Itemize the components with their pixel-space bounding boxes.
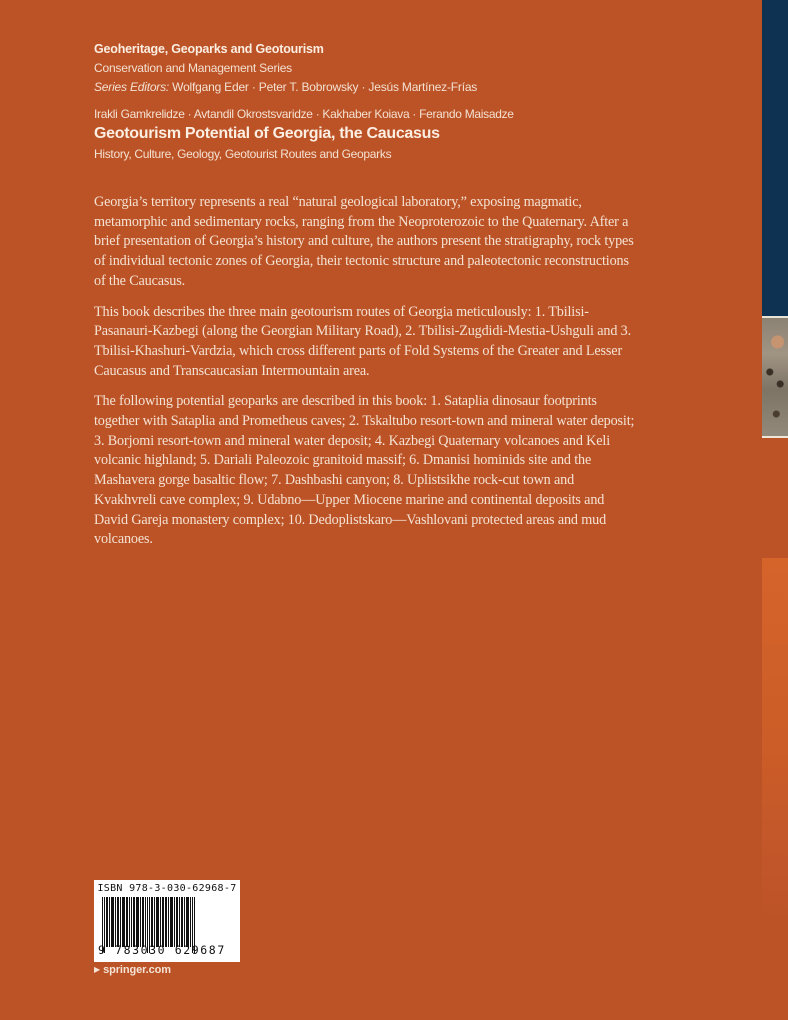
book-title: Geotourism Potential of Georgia, the Caucasus [94,125,440,142]
series-editors-label: Series Editors: [94,80,170,94]
series-subtitle: Conservation and Management Series [94,61,292,75]
blurb-paragraph: The following potential geoparks are described in this book: 1. Sataplia dinosaur footprints together with Sataplia and Prometheus caves; 2. Tskaltubo resort-town and mineral water deposit; 3. Borjomi resort-town and mineral water deposit; 4. Kazbegi Quaternary volcanoes and Keli volcanic highland; 5. Dariali Paleozoic granitoid massif; 6. Dmanisi hominids site and the Mashavera gorge basaltic flow; 7. Dashbashi canyon; 8. Uplistsikhe rock-cut town and Kvakhvreli cave complex; 9. Udabno—Upper Miocene marine and continental deposits and David Gareja monastery complex; 10. Dedoplistskaro—Vashlovani protected areas and mud volcanoes. [94,393,635,548]
ean-digits: 9 783030 629687 [98,943,226,957]
barcode-icon [102,897,232,947]
publisher-url[interactable]: springer.com [103,964,171,976]
book-subtitle: History, Culture, Geology, Geotourist Routes and Geoparks [94,147,392,161]
spine-strip-divider [762,436,788,438]
series-block [94,40,714,163]
barcode-box [94,880,240,962]
series-title: Geoheritage, Geoparks and Geotourism [94,42,324,56]
blurb-paragraph: Georgia’s territory represents a real “natural geological laboratory,” exposing magmatic, metamorphic and sedimentary rocks, ranging from the Neoproterozoic to the Quaternary. After a brief presentation of Georgia’s history and culture, the authors present the stratigraphy, rock types of individual tectonic zones of Georgia, their tectonic structure and paleotectonic reconstructions of the Caucasus. [94,194,634,289]
series-editors [94,78,714,97]
blurb-paragraph: This book describes the three main geotourism routes of Georgia meticulously: 1. Tbilisi-Pasanauri-Kazbegi (along the Georgian Military Road), 2. Tbilisi-Zugdidi-Mestia-Ushguli and 3. Tbilisi-Khashuri-Vardzia, which cross different parts of Fold Systems of the Greater and Lesser Caucasus and Transcaucasian Intermountain area. [94,303,631,379]
spine-strip-light [762,558,788,920]
book-authors: Irakli Gamkrelidze · Avtandil Okrostsvaridze · Kakhaber Koiava · Ferando Maisadze [94,107,514,121]
spine-strip-navy [762,0,788,318]
blurb [94,193,639,561]
play-arrow-icon: ▶ [94,965,101,974]
isbn-label: ISBN 978-3-030-62968-7 [97,883,237,894]
series-editors-names: Wolfgang Eder · Peter T. Bobrowsky · Jesús Martínez-Frías [172,80,478,94]
spine-strip-photo [762,318,788,438]
publisher-link[interactable] [94,964,171,976]
